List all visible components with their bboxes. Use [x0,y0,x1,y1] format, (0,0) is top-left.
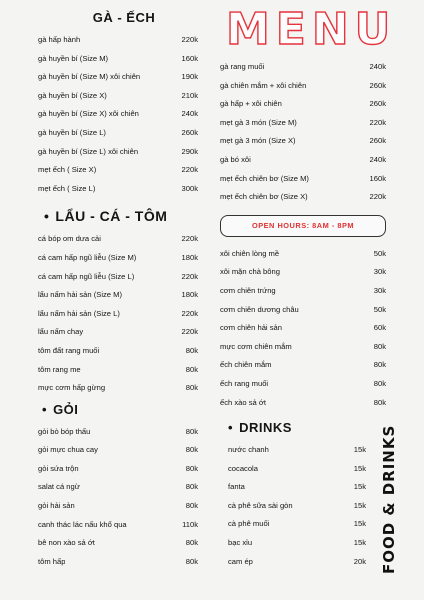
menu-item [220,95,386,114]
menu-item [220,356,386,375]
menu-item-name: mẹt ếch chiên bơ (Size X) [220,192,308,202]
menu-item [38,379,198,398]
menu-item-price: 260k [369,136,386,146]
menu-item [220,301,386,320]
menu-item-price: 80k [185,383,198,393]
menu-item [38,286,198,305]
menu-item-name: gà huyền bí (Size M) xôi chiên [38,72,141,82]
menu-item-price: 220k [369,117,386,127]
menu-item-price: 210k [181,90,198,100]
menu-item-price: 80k [185,364,198,374]
menu-item [228,460,366,479]
menu-item-price: 180k [181,252,198,262]
menu-item-name: xôi mặn chà bông [220,267,280,277]
menu-item-price: 15k [353,538,366,548]
right-top-list [220,58,386,207]
menu-item-name: gà bó xôi [220,154,251,164]
menu-item [220,114,386,133]
menu-item-price: 300k [181,183,198,193]
menu-item [38,124,198,143]
menu-item-name: gà hấp + xôi chiên [220,99,282,109]
menu-item [38,68,198,87]
menu-item-name: tôm đất rang muối [38,345,100,355]
menu-item-price: 220k [181,271,198,281]
menu-item-name: gỏi hải sản [38,501,75,511]
menu-item [38,516,198,535]
menu-item [220,151,386,170]
menu-item-price: 80k [185,445,198,455]
menu-item [220,263,386,282]
open-hours-badge: OPEN HOURS: 8AM - 8PM [220,215,386,237]
menu-item [220,132,386,151]
menu-item-price: 15k [353,463,366,473]
menu-item [220,338,386,357]
menu-item-name: ếch chiên mắm [220,360,272,370]
menu-item-name: cà phê muối [228,519,270,529]
section-title-lau-ca-tom-label: LẨU - CÁ - TÔM [55,208,168,225]
menu-item [220,319,386,338]
menu-item-name: cocacola [228,463,258,473]
menu-item [228,553,366,572]
menu-item-name: gỏi bò bóp thấu [38,426,91,436]
menu-item-price: 220k [181,308,198,318]
menu-item-price: 30k [373,285,386,295]
menu-item [38,230,198,249]
menu-item [38,31,198,50]
menu-item-name: mẹt gà 3 món (Size M) [220,117,297,127]
menu-title: MENU [226,4,397,55]
menu-item-price: 60k [373,323,386,333]
menu-item-name: bạc xỉu [228,538,253,548]
menu-item-price: 20k [353,556,366,566]
side-label-food-drinks: FOOD & DRINKS [380,424,398,574]
menu-item-name: gà hấp hành [38,35,81,44]
menu-item-price: 80k [185,501,198,511]
menu-item-name: lẩu nấm hải sản (Size L) [38,308,120,318]
menu-item [220,188,386,207]
menu-item-price: 220k [181,234,198,244]
menu-item-price: 220k [369,192,386,202]
menu-item-name: cà phê sữa sài gòn [228,500,293,510]
menu-item [38,87,198,106]
section-title-goi-label: GỎI [53,401,79,417]
ga-ech-list [38,31,198,198]
menu-item-name: cơm chiên hải sản [220,323,282,333]
menu-item-price: 80k [373,397,386,407]
menu-item-name: tôm hấp [38,556,66,566]
menu-item [228,497,366,516]
section-title-ga-ech: GÀ - ẾCH [92,10,156,25]
menu-item-name: lẩu nấm chay [38,327,84,337]
menu-item-price: 80k [373,341,386,351]
menu-item-name: cơm chiên dương châu [220,304,299,314]
menu-item-name: nước chanh [228,445,269,455]
menu-item [220,58,386,77]
menu-item-name: gà huyền bí (Size X) xôi chiên [38,109,139,119]
menu-item-name: ếch rang muối [220,378,269,388]
menu-item-price: 220k [181,35,198,44]
menu-item-price: 50k [373,304,386,314]
bullet-icon: • [42,401,48,417]
menu-item-name: cá bóp om dưa cải [38,234,101,244]
menu-item [38,553,198,572]
left-column [38,10,198,571]
menu-item [38,423,198,442]
menu-item [228,534,366,553]
menu-item-price: 190k [181,72,198,82]
menu-item-name: lẩu nấm hải sản (Size M) [38,290,122,300]
menu-item-price: 15k [353,500,366,510]
menu-item-name: mực cơm chiên mắm [220,341,292,351]
menu-item-price: 80k [185,556,198,566]
bullet-icon: • [228,420,234,436]
menu-item-price: 260k [181,127,198,137]
menu-item [38,249,198,268]
menu-item-price: 240k [181,109,198,119]
menu-item [228,515,366,534]
menu-item-price: 180k [181,290,198,300]
menu-item [38,460,198,479]
section-title-goi [38,402,198,417]
menu-item-price: 260k [369,80,386,90]
menu-item-name: mẹt ếch ( Size L) [38,183,96,193]
right-mid-list [220,245,386,412]
menu-item-price: 80k [185,538,198,548]
menu-item-price: 220k [181,327,198,337]
menu-item-price: 160k [369,173,386,183]
menu-item [228,478,366,497]
menu-item-name: mẹt ếch ( Size X) [38,165,97,175]
menu-item-name: mẹt ếch chiên bơ (Size M) [220,173,309,183]
menu-item-name: mực cơm hấp gừng [38,383,106,393]
menu-item-price: 240k [369,62,386,71]
menu-item [38,305,198,324]
menu-item [38,161,198,180]
menu-item-price: 30k [373,267,386,277]
menu-item-price: 15k [353,445,366,455]
menu-item-name: fanta [228,482,245,492]
goi-list [38,423,198,572]
menu-item-name: tôm rang me [38,364,81,374]
menu-item-name: cá cam hấp ngũ liễu (Size L) [38,271,135,281]
drinks-list [220,441,386,571]
menu-item-price: 80k [185,426,198,436]
menu-item [38,50,198,69]
section-title-drinks-label: DRINKS [239,420,292,436]
menu-item-name: bê non xào sả ớt [38,538,95,548]
menu-item-name: cơm chiên trứng [220,285,276,295]
menu-item [220,375,386,394]
menu-item [38,105,198,124]
menu-item-name: ếch xào sả ớt [220,397,266,407]
menu-item-name: gà huyền bí (Size M) [38,53,109,63]
menu-item-price: 15k [353,519,366,529]
menu-item-name: salat cá ngừ [38,482,80,492]
menu-item [38,497,198,516]
menu-item [220,245,386,264]
menu-item [220,282,386,301]
right-column [220,58,386,571]
menu-item-name: xôi chiên lòng mề [220,248,280,258]
menu-item [38,361,198,380]
lau-ca-tom-list [38,230,198,397]
menu-item-price: 80k [185,482,198,492]
menu-item [38,268,198,287]
menu-item-name: gà huyền bí (Size L) [38,127,106,137]
menu-item [38,342,198,361]
menu-item-price: 15k [353,482,366,492]
menu-item-price: 110k [182,519,198,529]
menu-item-price: 220k [181,165,198,175]
menu-item [38,143,198,162]
menu-item-name: gỏi sứa trộn [38,463,79,473]
menu-item-price: 80k [373,378,386,388]
menu-item-name: cá cam hấp ngũ liễu (Size M) [38,252,137,262]
menu-item [220,170,386,189]
menu-item-price: 80k [185,463,198,473]
menu-item [38,441,198,460]
menu-item [38,323,198,342]
menu-item [38,534,198,553]
menu-item [38,180,198,199]
menu-item-name: gỏi mực chua cay [38,445,98,455]
menu-item [38,478,198,497]
menu-item [220,394,386,413]
menu-item-name: gà huyền bí (Size X) [38,90,107,100]
menu-item-name: gà huyền bí (Size L) xôi chiên [38,146,139,156]
menu-item-name: mẹt gà 3 món (Size X) [220,136,296,146]
menu-item-price: 80k [373,360,386,370]
menu-item-price: 260k [369,99,386,109]
menu-item-price: 80k [185,345,198,355]
menu-item-name: cam ép [228,556,253,566]
menu-item [220,77,386,96]
menu-item-price: 160k [181,53,198,63]
menu-item-name: gà chiên mắm + xôi chiên [220,80,307,90]
menu-item-price: 240k [369,154,386,164]
menu-item-name: gà rang muối [220,62,265,71]
menu-item-name: canh thác lác nấu khổ qua [38,519,127,529]
menu-item [228,441,366,460]
section-title-drinks [220,420,386,435]
bullet-icon: • [44,208,50,225]
section-title-lau-ca-tom [38,208,198,224]
menu-item-price: 50k [373,248,386,258]
menu-item-price: 290k [181,146,198,156]
